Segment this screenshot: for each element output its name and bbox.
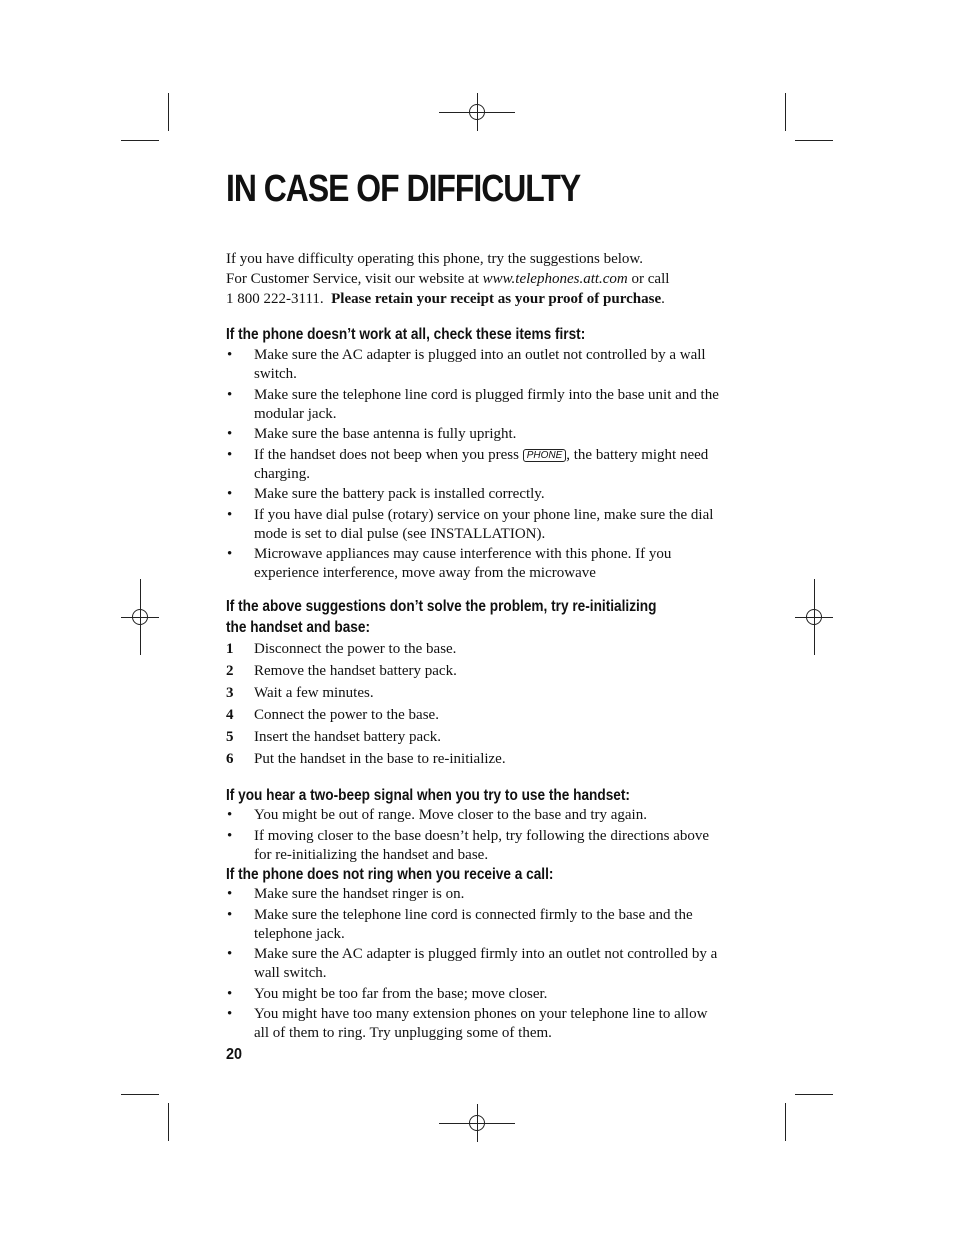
- step-number: 2: [226, 663, 234, 679]
- section-no-work: [226, 324, 766, 585]
- crop-mark: [795, 1094, 833, 1095]
- step-item: [226, 748, 766, 770]
- registration-mark-icon: [121, 598, 159, 636]
- crop-mark: [121, 140, 159, 141]
- crop-mark: [168, 1103, 169, 1141]
- crop-mark: [785, 1103, 786, 1141]
- list-item: • You might be out of range. Move closer to the base and try again.: [226, 806, 724, 825]
- step-number: 6: [226, 751, 234, 767]
- step-item: [226, 638, 766, 660]
- crop-mark: [121, 1094, 159, 1095]
- section-heading: the handset and base:: [226, 619, 371, 636]
- intro-text: .: [661, 291, 665, 307]
- crop-mark: [795, 140, 833, 141]
- page-number: 20: [226, 1046, 243, 1063]
- step-text: Insert the handset battery pack.: [254, 729, 442, 745]
- page-title: IN CASE OF DIFFICULTY: [226, 168, 581, 210]
- step-number: 4: [226, 707, 234, 723]
- intro-line: [226, 269, 736, 289]
- step-number: 3: [226, 685, 234, 701]
- list-item: • Make sure the telephone line cord is plugged firmly into the base unit and the modular jack.: [226, 386, 724, 424]
- list-item: • Make sure the AC adapter is plugged into an outlet not controlled by a wall switch.: [226, 346, 724, 384]
- intro-line: [226, 289, 736, 309]
- crop-mark: [785, 93, 786, 131]
- step-item: [226, 660, 766, 682]
- registration-mark-icon: [795, 598, 833, 636]
- list-item: • Make sure the battery pack is installed correctly.: [226, 485, 724, 504]
- steps-list: [226, 638, 766, 770]
- phone-number: 1 800 222-3111.: [226, 291, 324, 307]
- intro-paragraph: [226, 249, 736, 309]
- list-item: • If you have dial pulse (rotary) service on your phone line, make sure the dial mode is set to dial pulse (see INSTALLATION).: [226, 506, 724, 544]
- step-number: 5: [226, 729, 234, 745]
- checklist: [226, 346, 766, 583]
- list-item: • Microwave appliances may cause interference with this phone. If you experience interference, move away from the microwave: [226, 545, 724, 583]
- list-item: • You might have too many extension phones on your telephone line to allow all of them to ring. Try unplugging some of them.: [226, 1005, 724, 1043]
- phone-key-icon: PHONE: [523, 449, 567, 462]
- section-heading: If the phone does not ring when you receive a call:: [226, 866, 554, 883]
- section-no-ring: [226, 864, 766, 1045]
- checklist: [226, 885, 766, 1043]
- step-item: [226, 682, 766, 704]
- registration-mark-icon: [458, 93, 496, 131]
- step-text: Connect the power to the base.: [254, 707, 439, 723]
- list-text: If the handset does not beep when you press: [254, 446, 523, 463]
- list-text: , the battery might need charging.: [254, 446, 709, 482]
- list-item: [226, 446, 724, 484]
- list-item: • Make sure the handset ringer is on.: [226, 885, 724, 904]
- section-two-beep: [226, 785, 766, 866]
- website-link[interactable]: www.telephones.att.com: [482, 271, 628, 287]
- list-item: • You might be too far from the base; move closer.: [226, 985, 724, 1004]
- intro-text: For Customer Service, visit our website at: [226, 271, 483, 287]
- step-item: [226, 726, 766, 748]
- section-heading: If the phone doesn’t work at all, check these items first:: [226, 326, 586, 343]
- list-item: • Make sure the AC adapter is plugged firmly into an outlet not controlled by a wall switch.: [226, 945, 724, 983]
- crop-mark: [168, 93, 169, 131]
- list-item: • Make sure the base antenna is fully upright.: [226, 425, 724, 444]
- intro-line: If you have difficulty operating this phone, try the suggestions below.: [226, 251, 644, 267]
- intro-text: or call: [627, 271, 670, 287]
- checklist: [226, 806, 766, 865]
- step-text: Put the handset in the base to re-initialize.: [254, 751, 506, 767]
- list-item: • If moving closer to the base doesn’t help, try following the directions above for re-initializing the handset and base.: [226, 827, 724, 865]
- step-text: Wait a few minutes.: [254, 685, 374, 701]
- registration-mark-icon: [458, 1104, 496, 1142]
- section-reinitialize: [226, 596, 766, 770]
- step-text: Remove the handset battery pack.: [254, 663, 457, 679]
- receipt-note: Please retain your receipt as your proof of purchase: [331, 291, 662, 307]
- step-item: [226, 704, 766, 726]
- step-text: Disconnect the power to the base.: [254, 641, 457, 657]
- section-heading: If the above suggestions don’t solve the problem, try re-initializing: [226, 598, 657, 615]
- section-heading: If you hear a two-beep signal when you try to use the handset:: [226, 787, 630, 804]
- step-number: 1: [226, 641, 234, 657]
- list-item: • Make sure the telephone line cord is connected firmly to the base and the telephone jack.: [226, 906, 724, 944]
